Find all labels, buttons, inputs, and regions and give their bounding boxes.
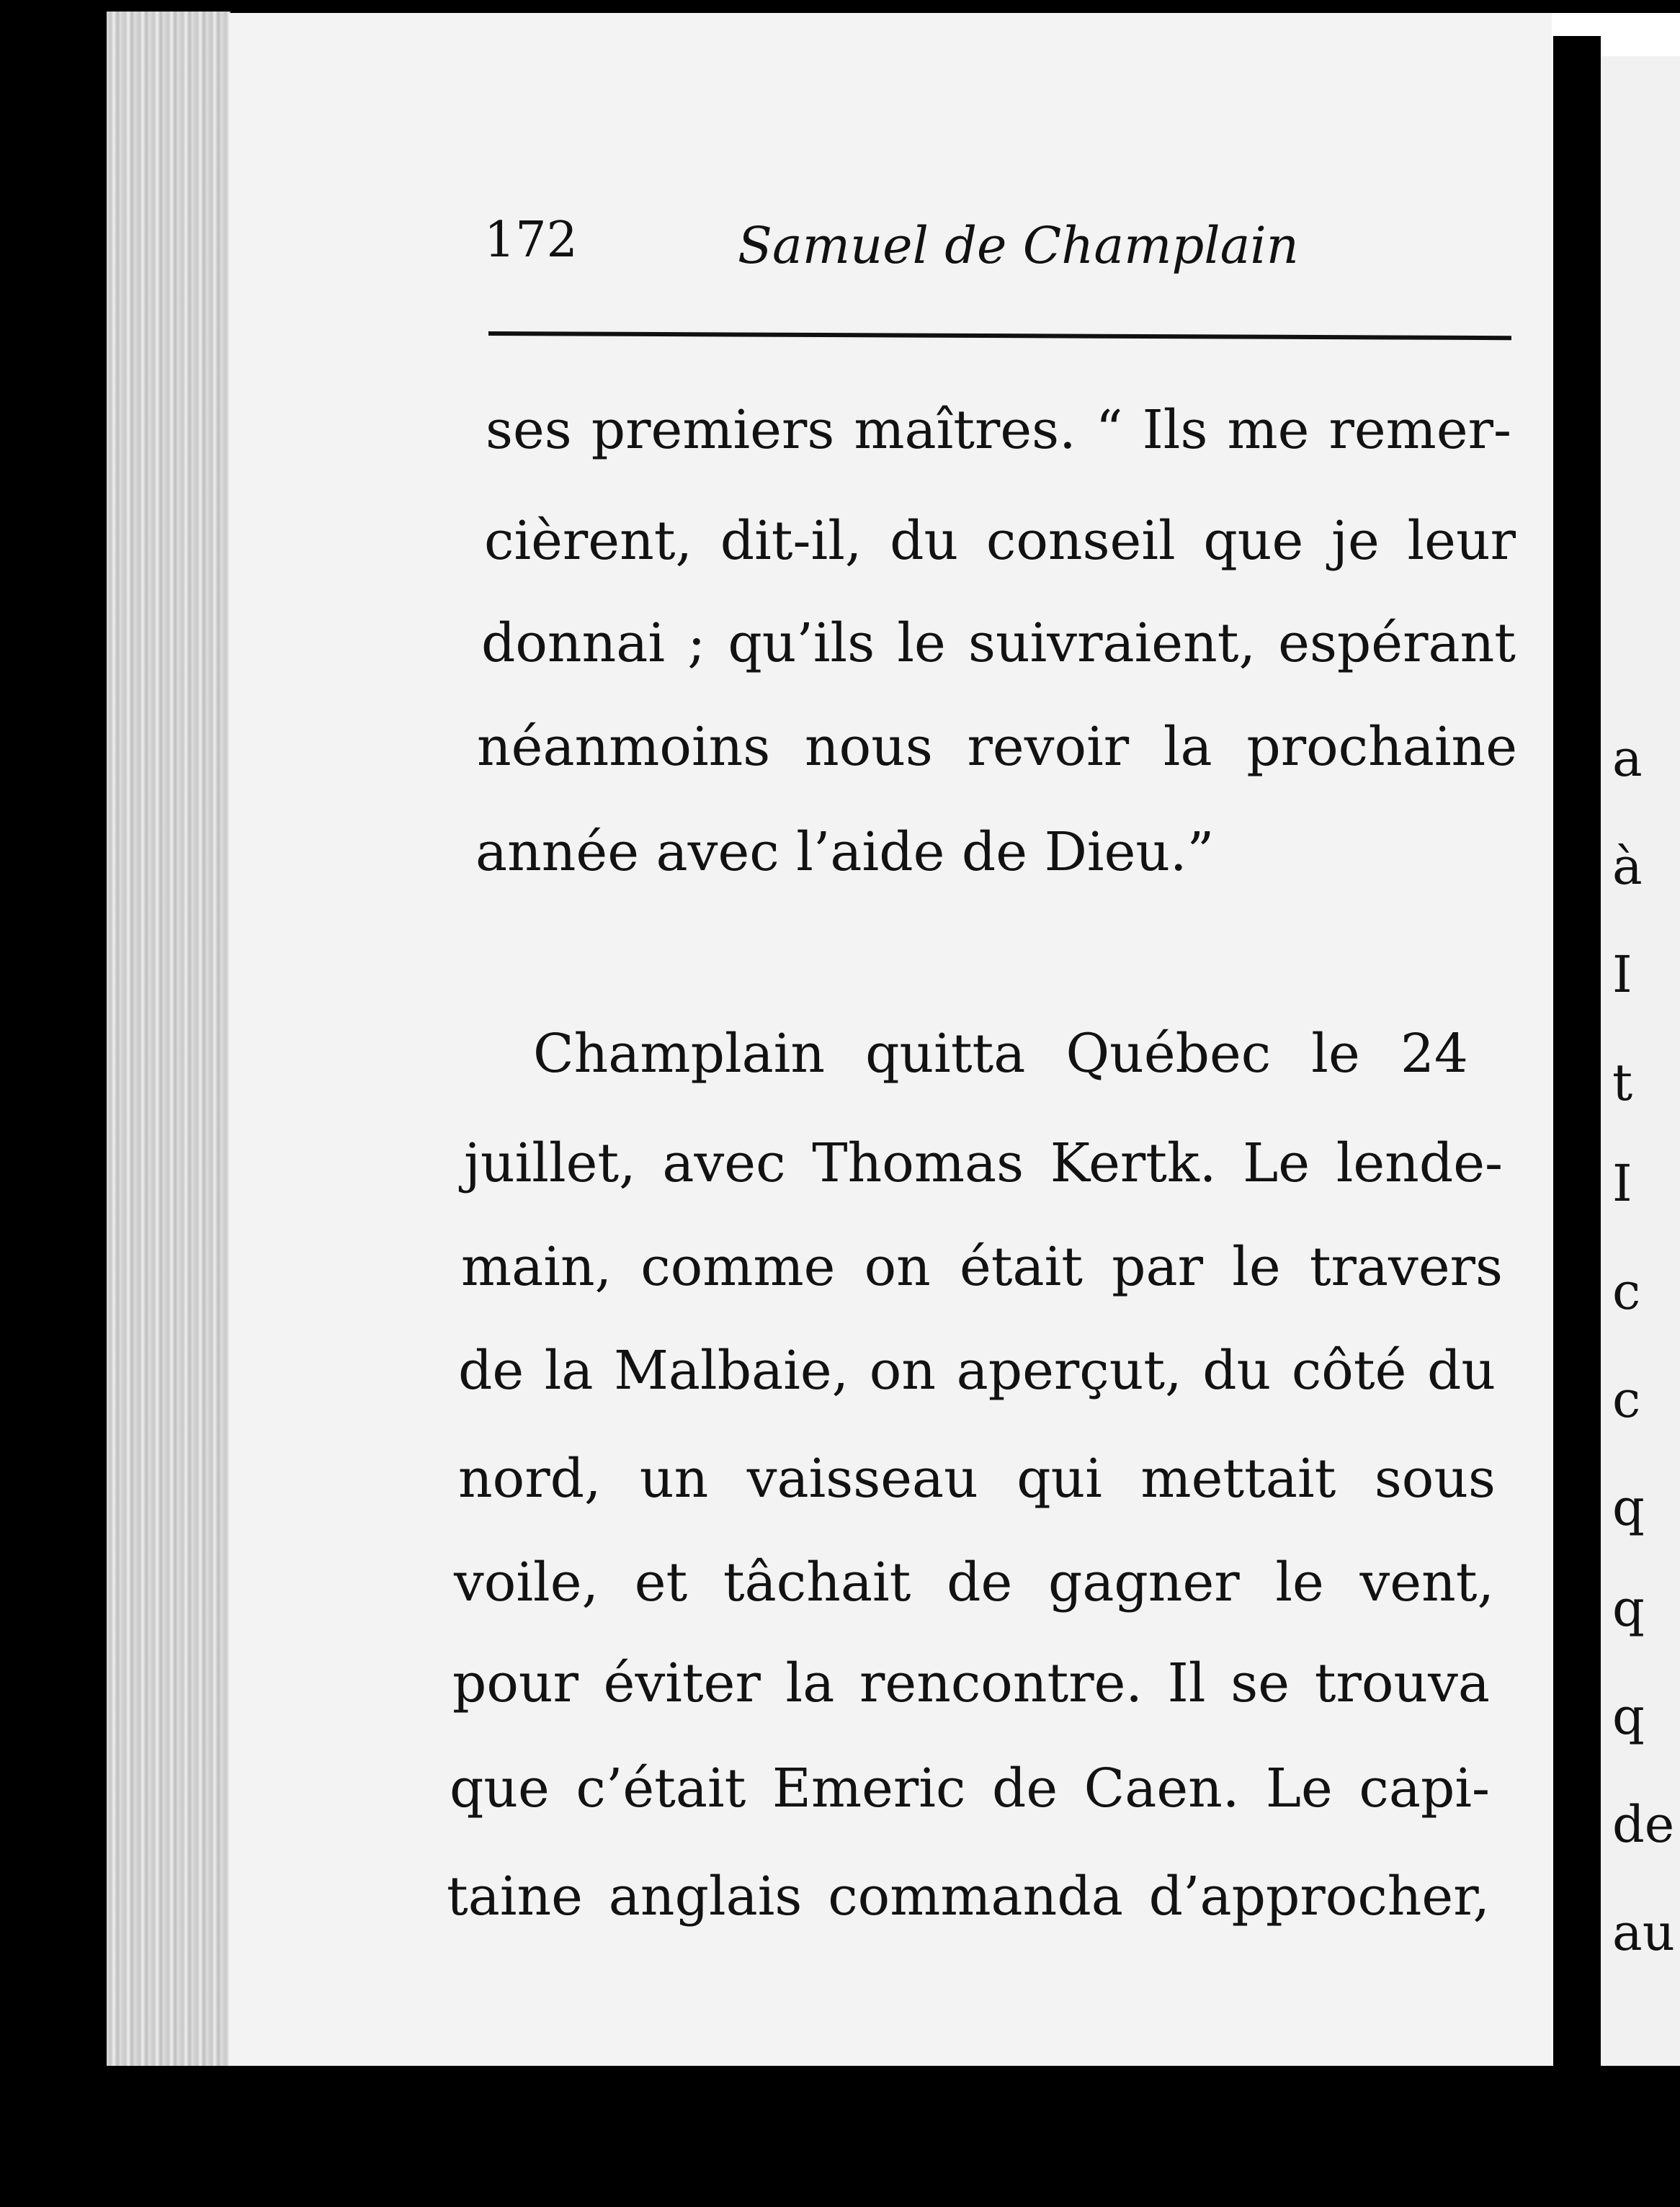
next-page-fragment: t [1612, 1053, 1633, 1112]
body-line: année avec l’aide de Dieu.” [475, 821, 1215, 883]
body-line: de la Malbaie, on aperçut, du côté du [458, 1340, 1496, 1402]
next-page-sliver [1601, 56, 1680, 2066]
body-line: juillet, avec Thomas Kertk. Le lende- [464, 1132, 1503, 1194]
scan-background-bottom [0, 2066, 1680, 2207]
body-line: néanmoins nous revoir la prochaine [477, 716, 1517, 778]
next-page-fragment: au [1612, 1903, 1675, 1962]
body-line: que c’était Emeric de Caen. Le capi- [450, 1758, 1490, 1819]
next-page-fragment: à [1612, 837, 1643, 896]
body-line: ses premiers maîtres. “ Ils me remer- [486, 399, 1511, 461]
scan-background-top [0, 0, 1680, 13]
body-line: pour éviter la rencontre. Il se trouva [452, 1652, 1490, 1714]
page-number: 172 [484, 212, 578, 269]
body-line: main, comme on était par le travers [461, 1236, 1503, 1298]
body-line: cièrent, dit-il, du conseil que je leur [484, 510, 1516, 572]
next-page-fragment: c [1612, 1370, 1641, 1429]
running-title: Samuel de Champlain [738, 216, 1299, 275]
body-line: nord, un vaisseau qui mettait sous [458, 1448, 1496, 1510]
next-page-fragment: c [1612, 1262, 1641, 1321]
next-page-fragment: q [1612, 1687, 1645, 1746]
book-page-edges [107, 12, 231, 2070]
body-line: voile, et tâchait de gagner le vent, [454, 1552, 1494, 1613]
scan-background-gutter [1553, 36, 1601, 2066]
body-line: donnai ; qu’ils le suivraient, espérant [481, 612, 1516, 674]
body-line: taine anglais commanda d’approcher, [447, 1866, 1490, 1928]
next-page-fragment: a [1612, 729, 1643, 788]
next-page-fragment: q [1612, 1478, 1645, 1537]
body-line: Champlain quitta Québec le 24 [533, 1023, 1468, 1085]
running-head [484, 212, 1522, 288]
next-page-fragment: q [1612, 1579, 1645, 1638]
next-page-fragment: I [1612, 1154, 1632, 1213]
next-page-fragment: de [1612, 1795, 1675, 1854]
next-page-fragment: I [1612, 945, 1632, 1004]
scan-background-left [0, 0, 107, 2207]
